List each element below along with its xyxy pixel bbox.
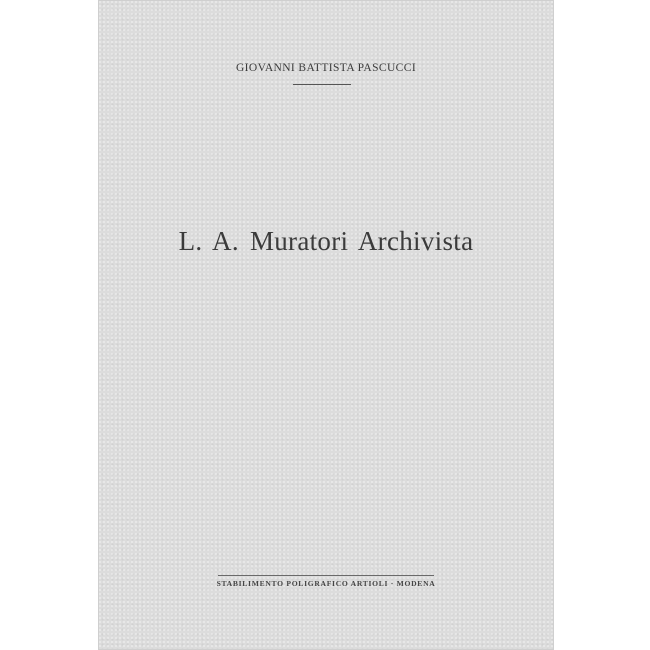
author-divider-rule (293, 84, 351, 85)
publisher-imprint: STABILIMENTO POLIGRAFICO ARTIOLI · MODENA (216, 579, 436, 588)
book-cover (98, 0, 554, 650)
author-name: GIOVANNI BATTISTA PASCUCCI (235, 62, 417, 74)
book-title: L. A. Muratori Archivista (178, 226, 474, 256)
publisher-divider-rule (218, 575, 434, 576)
